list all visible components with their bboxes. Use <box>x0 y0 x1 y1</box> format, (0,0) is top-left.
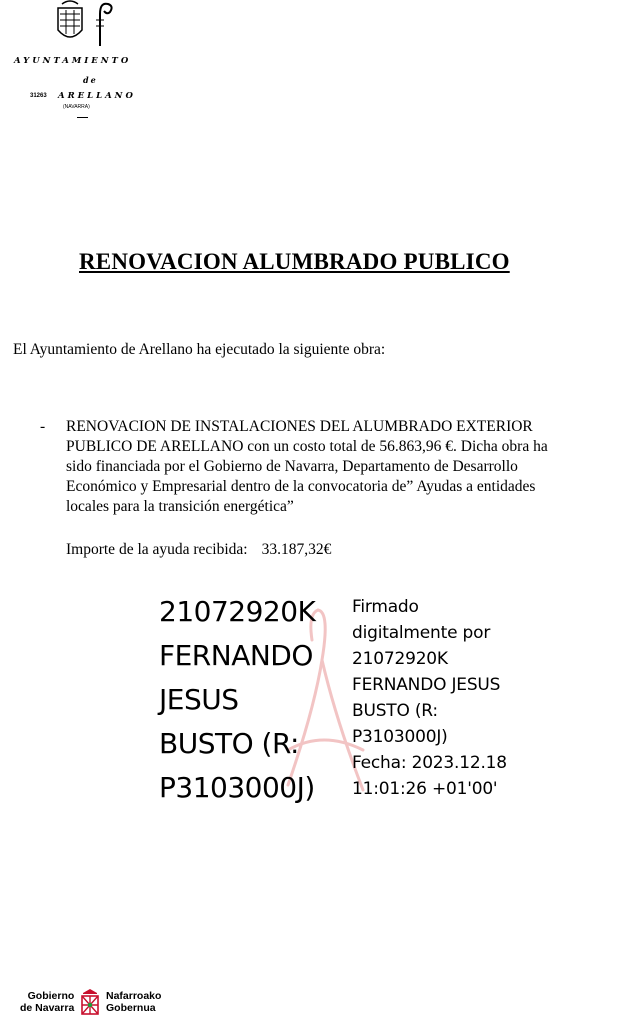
letterhead-divider <box>77 117 88 118</box>
aid-label: Importe de la ayuda recibida: <box>66 541 248 558</box>
aid-row <box>66 540 331 560</box>
signature-detail-line: digitalmente por <box>352 623 491 643</box>
signature-detail-line: 21072920K <box>352 649 448 669</box>
footer-left-line: Gobierno <box>27 990 75 1002</box>
paragraph-line: sido financiada por el Gobierno de Navarra, Departamento de Desarrollo <box>66 458 518 475</box>
coat-of-arms-icon <box>52 0 122 48</box>
signer-name-line: P3103000J) <box>159 771 315 804</box>
list-bullet: - <box>40 418 46 435</box>
aid-amount: 33.187,32€ <box>261 541 332 558</box>
signer-name-line: BUSTO (R: <box>159 727 299 760</box>
paragraph-line: RENOVACION DE INSTALACIONES DEL ALUMBRADO EXTERIOR <box>66 418 533 435</box>
footer-left-line: de Navarra <box>20 1002 75 1014</box>
work-description <box>66 417 626 517</box>
letterhead-town: ARELLANO <box>58 91 136 101</box>
signature-detail-line: BUSTO (R: <box>352 701 438 721</box>
signature-detail-line: Fecha: 2023.12.18 <box>352 753 507 773</box>
signer-name-line: FERNANDO <box>159 639 313 672</box>
signer-name-line: 21072920K <box>159 595 316 628</box>
paragraph-line: Económico y Empresarial dentro de la convocatoria de” Ayudas a entidades <box>66 478 536 495</box>
page-title: RENOVACION ALUMBRADO PUBLICO <box>79 249 510 274</box>
footer-gobierno <box>20 990 74 1014</box>
letterhead-province: (NAVARRA) <box>63 104 90 110</box>
signature-details <box>352 594 507 802</box>
paragraph-line: PUBLICO DE ARELLANO con un costo total de 56.863,96 €. Dicha obra ha <box>66 438 548 455</box>
signature-detail-line: FERNANDO JESUS <box>352 675 501 695</box>
intro-text: El Ayuntamiento de Arellano ha ejecutado la siguiente obra: <box>13 341 386 358</box>
footer-nafarroako <box>106 990 161 1014</box>
signer-name-block <box>159 590 315 810</box>
footer-right-line: Gobernua <box>106 1002 156 1014</box>
letterhead-line2: de <box>83 75 98 85</box>
signature-detail-line: Firmado <box>352 597 419 617</box>
footer-right-line: Nafarroako <box>106 990 162 1002</box>
signer-name-line: JESUS <box>159 683 239 716</box>
navarra-chains-icon <box>79 987 101 1017</box>
letterhead-postal-code: 31263 <box>30 93 47 99</box>
signature-detail-line: 11:01:26 +01'00' <box>352 779 498 799</box>
letterhead-line1: AYUNTAMIENTO <box>14 56 132 66</box>
signature-detail-line: P3103000J) <box>352 727 448 747</box>
paragraph-line: locales para la transición energética” <box>66 498 294 515</box>
